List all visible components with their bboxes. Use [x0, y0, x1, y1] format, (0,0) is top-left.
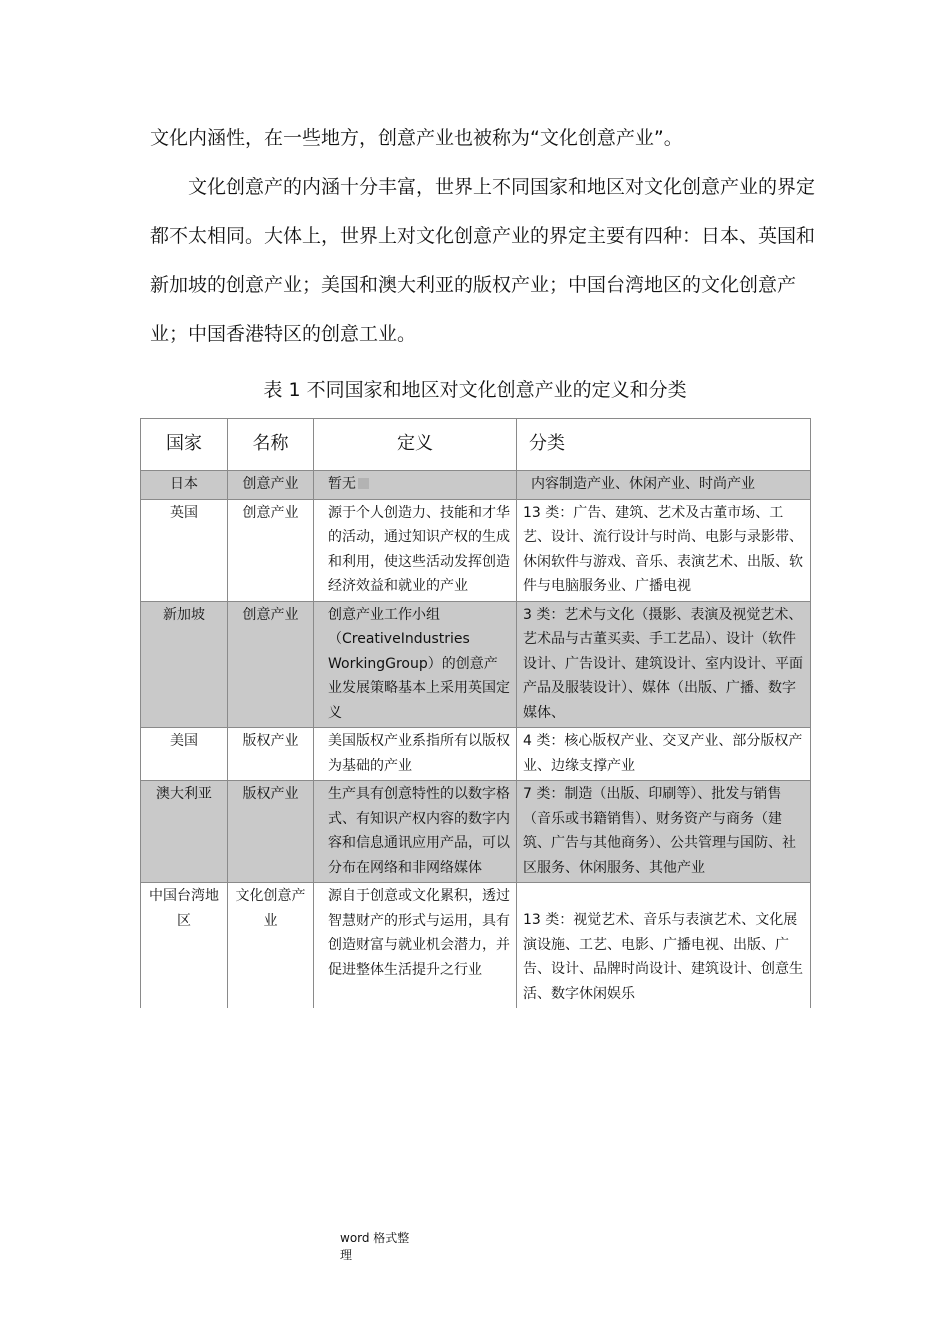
cell-definition: 美国版权产业系指所有以版权为基础的产业 [314, 728, 517, 781]
cell-name: 版权产业 [228, 728, 314, 781]
footer-note: word 格式整理 [340, 1231, 410, 1262]
definition-table [140, 418, 811, 1008]
table-row [141, 883, 811, 1009]
body-paragraph-1: 文化内涵性，在一些地方，创意产业也被称为“文化创意产业”。 [150, 127, 683, 149]
cell-category: 13 类：视觉艺术、音乐与表演艺术、文化展演设施、工艺、电影、广播电视、出版、广告、设计、品牌时尚设计、建筑设计、创意生活、数字休闲娱乐 [517, 883, 811, 1009]
cell-definition [314, 471, 517, 500]
cell-country: 中国台湾地区 [141, 883, 228, 1009]
cell-name: 创意产业 [228, 471, 314, 500]
header-name: 名称 [228, 419, 314, 471]
cell-name: 创意产业 [228, 499, 314, 601]
cell-definition: 源自于创意或文化累积，透过智慧财产的形式与运用，具有创造财富与就业机会潜力，并促进整体生活提升之行业 [314, 883, 517, 1009]
table-row [141, 601, 811, 728]
table-row [141, 471, 811, 500]
body-paragraph-2: 文化创意产的内涵十分丰富，世界上不同国家和地区对文化创意产业的界定都不太相同。大体上，世界上对文化创意产业的界定主要有四种：日本、英国和新加坡的创意产业；美国和澳大利亚的版权产业；中国台湾地区的文化创意产业；中国香港特区的创意工业。 [150, 176, 816, 345]
cell-definition: 源于个人创造力、技能和才华的活动，通过知识产权的生成和利用，使这些活动发挥创造经济效益和就业的产业 [314, 499, 517, 601]
cell-definition: 创意产业工作小组（CreativeIndustries WorkingGroup）的创意产业发展策略基本上采用英国定义 [314, 601, 517, 728]
header-country: 国家 [141, 419, 228, 471]
header-category: 分类 [517, 419, 811, 471]
cell-definition: 生产具有创意特性的以数字格式、有知识产权内容的数字内容和信息通讯应用产品，可以分布在网络和非网络媒体 [314, 781, 517, 883]
table-row [141, 781, 811, 883]
cell-category: 内容制造产业、休闲产业、时尚产业 [517, 471, 811, 500]
header-definition: 定义 [314, 419, 517, 471]
cell-category: 13 类：广告、建筑、艺术及古董市场、工艺、设计、流行设计与时尚、电影与录影带、休闲软件与游戏、音乐、表演艺术、出版、软件与电脑服务业、广播电视 [517, 499, 811, 601]
cell-country: 新加坡 [141, 601, 228, 728]
cell-category: 4 类：核心版权产业、交叉产业、部分版权产业、边缘支撑产业 [517, 728, 811, 781]
cell-name: 创意产业 [228, 601, 314, 728]
table-row [141, 728, 811, 781]
gray-square-marker [358, 478, 369, 489]
cell-country: 英国 [141, 499, 228, 601]
table-header-row [141, 419, 811, 471]
cell-category: 7 类：制造（出版、印刷等）、批发与销售（音乐或书籍销售）、财务资产与商务（建筑、广告与其他商务）、公共管理与国防、社区服务、休闲服务、其他产业 [517, 781, 811, 883]
cell-country: 澳大利亚 [141, 781, 228, 883]
cell-category: 3 类：艺术与文化（摄影、表演及视觉艺术、艺术品与古董买卖、手工艺品）、设计（软件设计、广告设计、建筑设计、室内设计、平面产品及服装设计）、媒体（出版、广播、数字媒体、 [517, 601, 811, 728]
cell-country: 美国 [141, 728, 228, 781]
table-row [141, 499, 811, 601]
table-caption: 表 1 不同国家和地区对文化创意产业的定义和分类 [263, 379, 687, 401]
cell-name: 文化创意产业 [228, 883, 314, 1009]
cell-country: 日本 [141, 471, 228, 500]
cell-definition-text: 暂无 [328, 476, 356, 492]
cell-name: 版权产业 [228, 781, 314, 883]
